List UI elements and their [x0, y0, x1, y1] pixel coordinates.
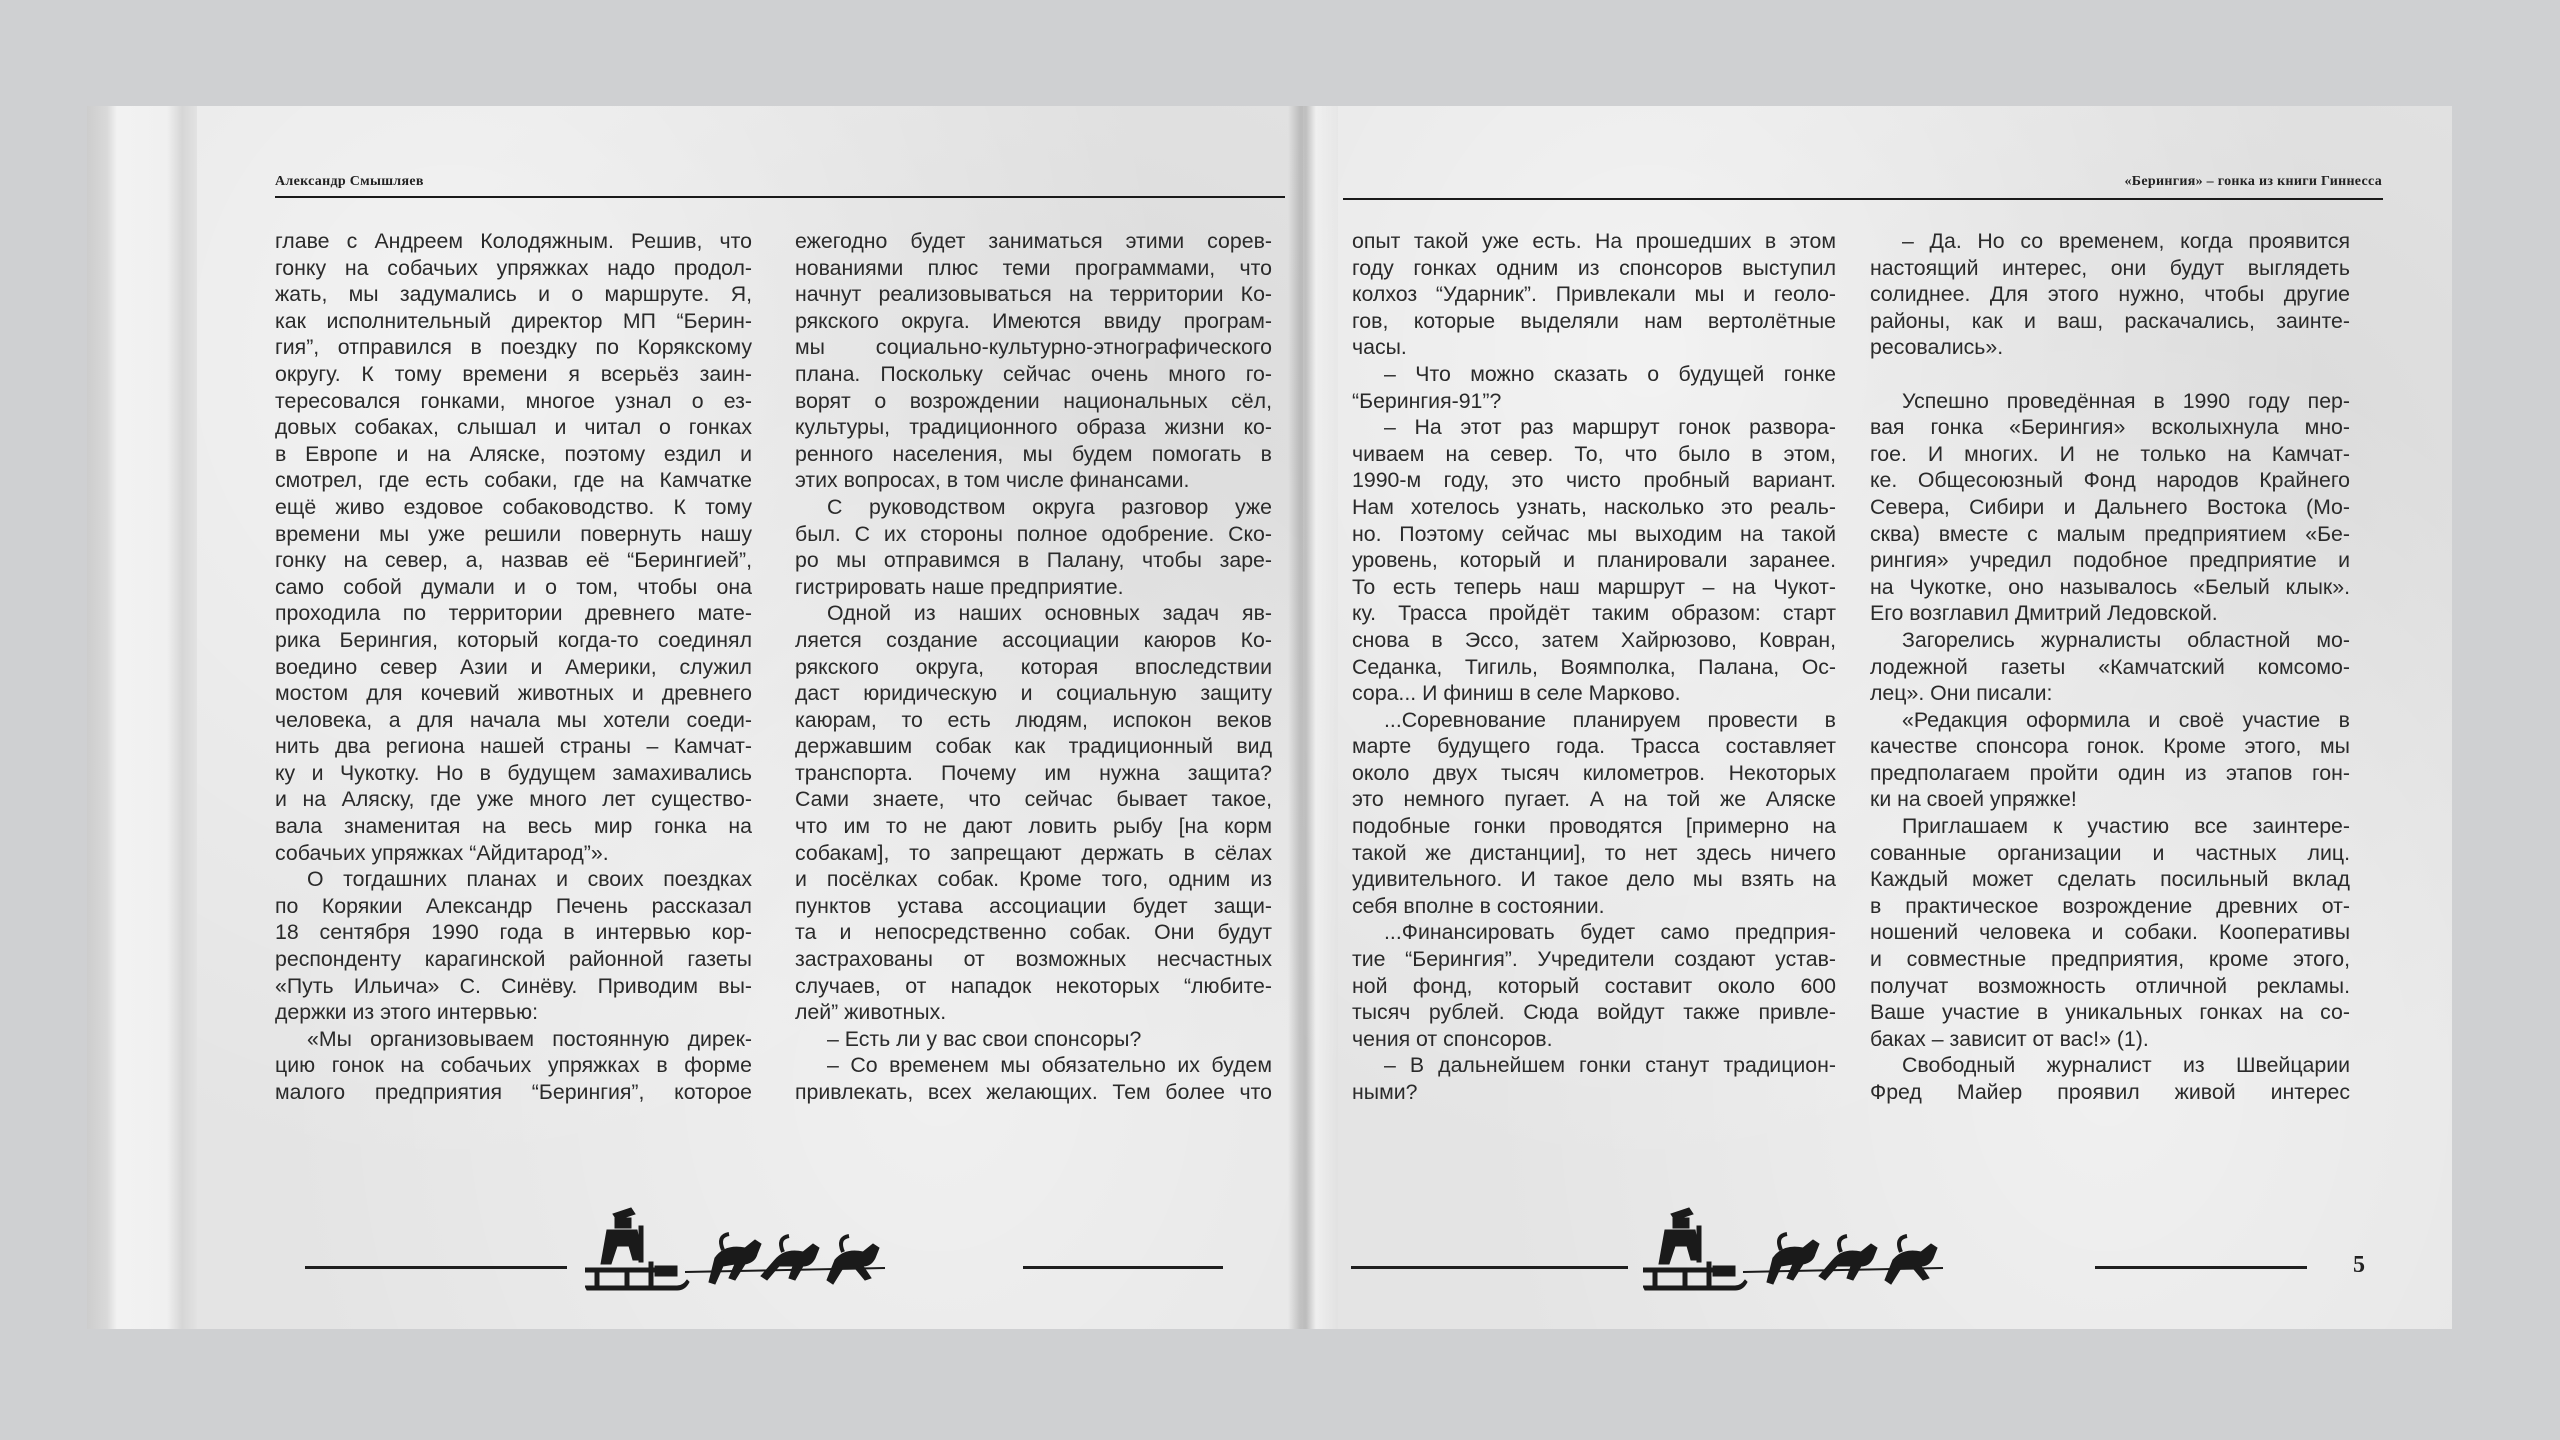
text-line: ляется создание ассоциации каюров Ко- [795, 627, 1272, 652]
text-line: тересовался гонками, многое узнал о ез- [275, 388, 752, 413]
text-line: вала знаменитая на весь мир гонка на [275, 814, 752, 839]
text-line: Фред Майер проявил живой интерес [1870, 1080, 2350, 1104]
text-line: около двух тысяч километров. Некоторых [1352, 760, 1836, 785]
footer-rule-right [2095, 1266, 2307, 1269]
text-line: держки из этого интервью: [275, 1000, 539, 1025]
text-line: Каждый может сделать посильный вклад [1870, 867, 2350, 892]
text-line: даст юридическую и социальную защиту [795, 681, 1272, 706]
text-line: рингия» учредил подобное предприятие и [1870, 548, 2350, 573]
text-line: Успешно проведённая в 1990 году пер- [1902, 388, 2350, 413]
text-line: ро мы отправимся в Палану, чтобы заре- [795, 548, 1272, 573]
text-line: 18 сентября 1990 года в интервью кор- [275, 920, 752, 945]
text-line: То есть теперь наш маршрут – на Чукот- [1352, 574, 1836, 599]
running-head-title: «Берингия» – гонка из книги Гиннесса [2124, 174, 2382, 189]
text-line: гистрировать наше предприятие. [795, 574, 1124, 599]
text-line: ными? [1352, 1080, 1418, 1104]
header-rule [275, 196, 1285, 198]
text-line: уровень, который и планировали заранее. [1352, 548, 1836, 573]
text-line: «Мы организовываем постоянную дирек- [307, 1026, 752, 1051]
text-line: подобные гонки проводятся [примерно на [1352, 814, 1836, 839]
text-line: каюрам, то есть людям, испокон веков [795, 707, 1272, 732]
text-line: начнут реализовываться на территории Ко- [795, 282, 1272, 307]
text-line: себя вполне в состоянии. [1352, 893, 1605, 918]
text-line: и совместные предприятия, кроме этого, [1870, 947, 2350, 972]
text-line: – На этот раз маршрут гонок развора- [1384, 415, 1836, 440]
text-line: рякского округа. Имеются ввиду програм- [795, 308, 1272, 333]
text-line: мы социально-культурно-этнографического [795, 335, 1272, 360]
text-line: часы. [1352, 335, 1407, 360]
text-line: – В дальнейшем гонки станут традицион- [1384, 1053, 1836, 1078]
text-line: – Со временем мы обязательно их будем [827, 1053, 1272, 1078]
text-line: на Чукотке, оно называлось «Белый клык». [1870, 574, 2350, 599]
text-line: «Редакция оформила и своё участие в [1902, 707, 2350, 732]
text-line: но. Поэтому сейчас мы выходим на такой [1352, 521, 1836, 546]
text-line: чения от спонсоров. [1352, 1026, 1553, 1051]
text-column-2 [1870, 228, 2350, 1106]
text-line: жать, мы задумались и о маршруте. Я, [275, 282, 752, 307]
text-line: случаев, от нападок некоторых “любите- [795, 973, 1272, 998]
text-line: как исполнительный директор МП “Берин- [275, 308, 752, 333]
text-line: ...Соревнование планируем провести в [1384, 707, 1836, 732]
dog-sled-team-icon [585, 1196, 915, 1296]
text-line: культуры, традиционного образа жизни ко- [795, 415, 1272, 440]
text-line: рика Берингия, который когда-то соединял [275, 627, 752, 652]
text-line: ки на своей упряжке! [1870, 787, 2077, 812]
text-column-1 [1352, 228, 1836, 1106]
text-line: Ваше участие в уникальных гонках на со- [1870, 1000, 2350, 1025]
text-line: баках – зависит от вас!» (1). [1870, 1026, 2149, 1051]
paragraph-gap [1870, 361, 2350, 388]
footer-rule-left [1351, 1266, 1628, 1269]
text-line: районы, как и ваш, раскачались, заинте- [1870, 308, 2350, 333]
text-line: цию гонок на собачьих упряжках в форме [275, 1053, 752, 1078]
text-line: Сами знаете, что сейчас бывает такое, [795, 787, 1272, 812]
book-gutter [1288, 106, 1338, 1329]
left-page [87, 106, 1303, 1329]
text-line: такой же дистанции], то нет здесь ничего [1352, 840, 1836, 865]
text-line: ной фонд, который составит около 600 [1352, 973, 1836, 998]
text-line: нить два региона нашей страны – Камчат- [275, 734, 752, 759]
text-line: Свободный журналист из Швейцарии [1902, 1053, 2350, 1078]
text-line: времени мы уже решили повернуть нашу [275, 521, 752, 546]
text-line: само собой думали и о том, чтобы она [275, 574, 752, 599]
text-line: транспорта. Почему им нужна защита? [795, 760, 1272, 785]
text-line: по Корякии Александр Печень рассказал [275, 893, 752, 918]
text-line: малого предприятия “Берингия”, которое [275, 1080, 752, 1104]
text-line: и посёлках собак. Кроме того, одним из [795, 867, 1272, 892]
text-line: лодежной газеты «Камчатский комсомо- [1870, 654, 2350, 679]
text-line: ресовались». [1870, 335, 2004, 360]
text-line: что им то не дают ловить рыбу [на корм [795, 814, 1272, 839]
text-line: проходила по территории древнего мате- [275, 601, 752, 626]
text-line: предполагаем пройти один из этапов гон- [1870, 760, 2350, 785]
text-line: привлекать, всех желающих. Тем более что [795, 1080, 1272, 1104]
text-line: О тогдашних планах и своих поездках [307, 867, 752, 892]
text-line: снова в Эссо, затем Хайрюзово, Ковран, [1352, 627, 1836, 652]
text-line: настоящий интерес, они будут выглядеть [1870, 255, 2350, 280]
text-line: ренного населения, мы будем помогать в [795, 441, 1272, 466]
text-line: ку и Чукотку. Но в будущем замахивались [275, 760, 752, 785]
text-line: солиднее. Для этого нужно, чтобы другие [1870, 282, 2350, 307]
text-line: в Европе и на Аляске, поэтому ездил и [275, 441, 752, 466]
text-line: ке. Общесоюзный Фонд народов Крайнего [1870, 468, 2350, 493]
text-line: собакам], то запрещают держать в сёлах [795, 840, 1272, 865]
text-line: Приглашаем к участию все заинтере- [1902, 814, 2350, 839]
text-line: «Путь Ильича» С. Синёву. Приводим вы- [275, 973, 752, 998]
text-line: качестве спонсора гонок. Кроме этого, мы [1870, 734, 2350, 759]
text-line: рякского округа, которая впоследствии [795, 654, 1272, 679]
text-line: смотрел, где есть собаки, где на Камчатке [275, 468, 752, 493]
text-line: ещё живо ездовое собаководство. К тому [275, 494, 752, 519]
text-line: удивительного. И такое дело мы взять на [1352, 867, 1836, 892]
text-line: был. С их стороны полное одобрение. Ско- [795, 521, 1272, 546]
text-line: Его возглавил Дмитрий Ледовской. [1870, 601, 2218, 626]
text-line: собачьих упряжках “Айдитарод”». [275, 840, 609, 865]
page-number: 5 [2353, 1252, 2365, 1278]
text-line: Одной из наших основных задач яв- [827, 601, 1272, 626]
text-line: сора... И финиш в селе Марково. [1352, 681, 1681, 706]
text-column-1 [275, 228, 752, 1106]
text-line: сква) вместе с малым предприятием «Бе- [1870, 521, 2350, 546]
text-line: лей” животных. [795, 1000, 947, 1025]
text-line: человека, а для начала мы хотели соеди- [275, 707, 752, 732]
text-column-2 [795, 228, 1272, 1106]
footer-rule-right [1023, 1266, 1223, 1269]
text-line: гонку на собачьих упряжках надо продол- [275, 255, 752, 280]
text-line: застрахованы от возможных несчастных [795, 947, 1272, 972]
text-line: Севера, Сибири и Дальнего Востока (Мо- [1870, 494, 2350, 519]
book-spread [87, 106, 2452, 1329]
text-line: ку. Трасса пройдёт таким образом: старт [1352, 601, 1836, 626]
text-line: – Что можно сказать о будущей гонке [1384, 361, 1836, 386]
text-line: тысяч рублей. Сюда войдут также привле- [1352, 1000, 1836, 1025]
page-edge-shadow [87, 106, 197, 1329]
text-line: 1990-м году, это чисто пробный вариант. [1352, 468, 1836, 493]
text-line: гия”, отправился в поездку по Корякскому [275, 335, 752, 360]
text-line: гое. И многих. И не только на Камчат- [1870, 441, 2350, 466]
header-rule [1343, 198, 2383, 200]
text-line: та и непосредственно собак. Они будут [795, 920, 1272, 945]
text-line: Загорелись журналисты областной мо- [1902, 627, 2350, 652]
text-line: гонку на север, а, назвав её “Берингией”, [275, 548, 752, 573]
text-line: довых собаках, слышал и читал о гонках [275, 415, 752, 440]
text-line: году гонках одним из спонсоров выступил [1352, 255, 1836, 280]
right-page [1303, 106, 2452, 1329]
text-line: державшим собак как традиционный вид [795, 734, 1272, 759]
text-line: главе с Андреем Колодяжным. Решив, что [275, 229, 752, 253]
text-line: респонденту карагинской районной газеты [275, 947, 752, 972]
text-line: Нам хотелось узнать, насколько это реаль- [1352, 494, 1836, 519]
text-line: это немного пугает. А на той же Аляске [1352, 787, 1836, 812]
text-line: сованные организации и частных лиц. [1870, 840, 2350, 865]
text-line: – Да. Но со временем, когда проявится [1902, 229, 2350, 253]
text-line: и на Аляску, где уже много лет существо- [275, 787, 752, 812]
text-line: колхоз “Ударник”. Привлекали мы и геоло- [1352, 282, 1836, 307]
text-line: – Есть ли у вас свои спонсоры? [827, 1026, 1142, 1051]
text-line: получат возможность отличной рекламы. [1870, 973, 2350, 998]
text-line: ношений человека и собаки. Кооперативы [1870, 920, 2350, 945]
text-line: Седанка, Тигиль, Воямполка, Палана, Ос- [1352, 654, 1836, 679]
text-line: воедино север Азии и Америки, служил [275, 654, 752, 679]
text-line: тие “Берингия”. Учредители создают устав- [1352, 947, 1836, 972]
text-line: ...Финансировать будет само предприя- [1384, 920, 1836, 945]
text-line: пунктов устава ассоциации будет защи- [795, 893, 1272, 918]
text-line: округу. К тому времени я всерьёз заин- [275, 361, 752, 386]
text-line: С руководством округа разговор уже [827, 494, 1272, 519]
text-line: этих вопросах, в том числе финансами. [795, 468, 1190, 493]
dog-sled-team-icon [1643, 1196, 1973, 1296]
footer-rule-left [305, 1266, 567, 1269]
text-line: “Берингия-91”? [1352, 388, 1502, 413]
text-line: нованиями плюс теми программами, что [795, 255, 1272, 280]
text-line: мостом для кочевий животных и древнего [275, 681, 752, 706]
running-head-author: Александр Смышляев [275, 174, 424, 189]
text-line: марте будущего года. Трасса составляет [1352, 734, 1836, 759]
text-line: плана. Поскольку сейчас очень много го- [795, 361, 1272, 386]
text-line: ворят о возрождении национальных сёл, [795, 388, 1272, 413]
text-line: лец». Они писали: [1870, 681, 2053, 706]
text-line: опыт такой уже есть. На прошедших в этом [1352, 229, 1836, 253]
text-line: в практическое возрождение древних от- [1870, 893, 2350, 918]
text-line: ежегодно будет заниматься этими сорев- [795, 229, 1272, 253]
text-line: чиваем на север. То, что было в этом, [1352, 441, 1836, 466]
text-line: вая гонка «Берингия» всколыхнула мно- [1870, 415, 2350, 440]
text-line: гов, которые выделяли нам вертолётные [1352, 308, 1836, 333]
